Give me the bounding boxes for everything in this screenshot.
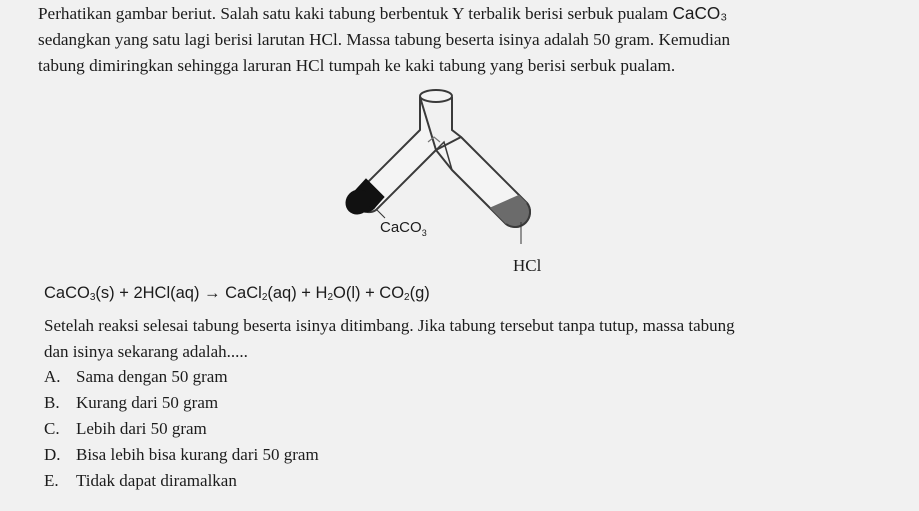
option-text: Lebih dari 50 gram [76,419,207,438]
option-letter: C. [44,419,60,438]
option-letter: D. [44,445,61,464]
question-line-2: dan isinya sekarang adalah..... [44,342,248,361]
option-c[interactable] [44,416,319,442]
option-text: Sama dengan 50 gram [76,367,228,386]
eq-co2-sub: 2 [404,292,410,303]
question-line-1: Setelah reaksi selesai tabung beserta isinya ditimbang. Jika tabung tersebut tanpa tutup, massa tabung [44,316,735,335]
caco3-pointer [377,210,385,218]
eq-part-1: (s) + 2HCl(aq) → CaCl [95,284,262,302]
eq-part-4: (g) [409,284,430,302]
option-b[interactable] [44,390,319,416]
option-letter: E. [44,471,59,490]
problem-line-3: tabung dimiringkan sehingga laruran HCl tumpah ke kaki tabung yang berisi serbuk pualam. [38,56,676,75]
option-letter: B. [44,393,60,412]
problem-statement [38,0,838,79]
tube-opening [420,90,452,102]
problem-line-1 [38,0,838,27]
hcl-label: HCl [513,256,542,275]
eq-h2o-sub: 2 [327,292,333,303]
eq-part-3: O(l) + CO [333,284,405,302]
reaction-equation [44,284,430,303]
y-tube-svg [330,82,570,282]
eq-part-2: (aq) + H [267,284,328,302]
answer-options [44,364,319,494]
option-e[interactable] [44,468,319,494]
option-text: Kurang dari 50 gram [76,393,219,412]
eq-cacl2-sub: 2 [261,292,268,303]
eq-caco3-sub: 3 [89,292,96,303]
option-text: Tidak dapat diramalkan [76,471,237,490]
caco3-label: CaCO$_3$ [380,219,427,238]
problem-line-2: sedangkan yang satu lagi berisi larutan HCl. Massa tabung beserta isinya adalah 50 gram. Kemudian [38,30,731,49]
option-text: Bisa lebih bisa kurang dari 50 gram [76,445,319,464]
option-letter: A. [44,367,61,386]
eq-caco3: CaCO [44,284,90,302]
caco3-formula: CaCO₃ [672,3,728,23]
option-a[interactable] [44,364,319,390]
problem-line-1-text: Perhatikan gambar beriut. Salah satu kaki tabung berbentuk Y terbalik berisi serbuk pualam [38,4,673,23]
option-d[interactable] [44,442,319,468]
y-tube-diagram [330,82,570,287]
question-text [44,313,884,365]
tube-stem-wall [452,97,461,137]
